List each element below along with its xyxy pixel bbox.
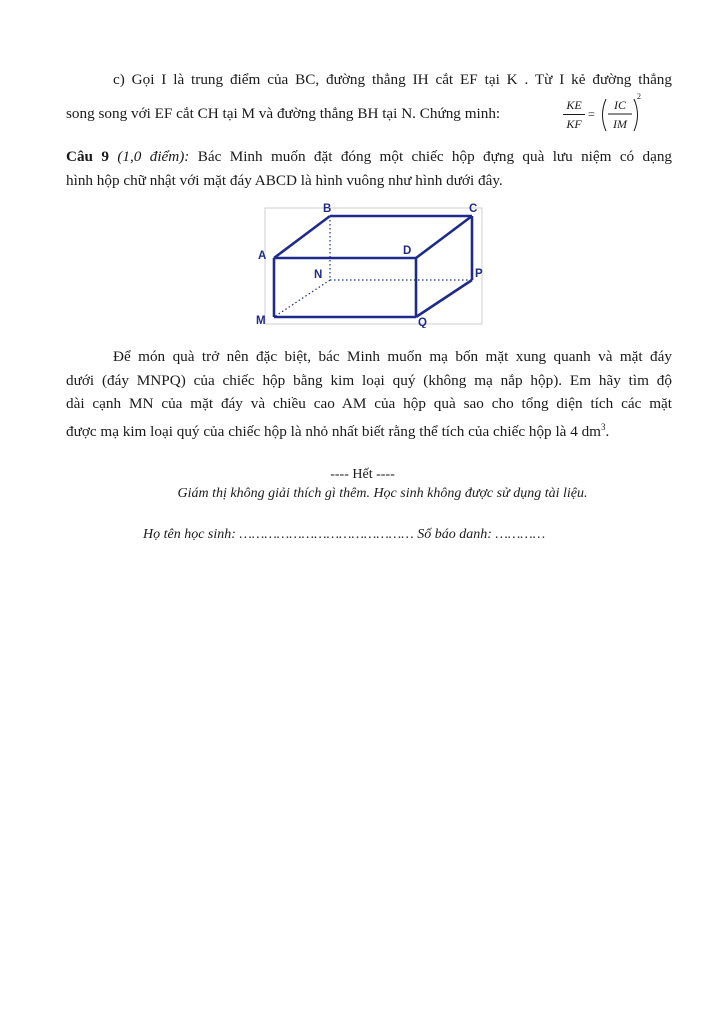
proctor-note: Giám thị không giải thích gì thêm. Học sinh không được sử dụng tài liệu.	[177, 486, 588, 501]
visible-edges	[274, 216, 472, 317]
question9-text-1: Bác Minh muốn đặt đóng một chiếc hộp đựng quà lưu niệm có dạng	[197, 148, 673, 165]
formula-exponent: 2	[637, 92, 641, 101]
paragraph-line-4-end: .	[605, 423, 610, 441]
end-mark: ---- Hết ----	[330, 467, 395, 482]
paragraph-line-1: Để món quà trở nên đặc biệt, bác Minh muốn mạ bốn mặt xung quanh và mặt đáy	[113, 348, 672, 365]
paragraph-line-3: dài cạnh MN của mặt đáy và chiều cao AM của hộp quà sao cho tổng diện tích các mặt	[66, 395, 672, 412]
vertex-label-b: B	[323, 203, 332, 215]
figure-frame	[265, 208, 482, 324]
vertex-label-n: N	[314, 269, 323, 281]
formula-equals: =	[588, 107, 595, 121]
hidden-edges	[274, 216, 472, 317]
paragraph-line-4-text: được mạ kim loại quý của chiếc hộp là nhỏ nhất biết rằng thể tích của chiếc hộp là 4 dm	[66, 423, 601, 441]
formula-right-numerator: IC	[614, 98, 626, 112]
question9-line-2: hình hộp chữ nhật với mặt đáy ABCD là hình vuông như hình dưới đây.	[66, 172, 503, 189]
part-c-line-2: song song với EF cắt CH tại M và đường thẳng BH tại N. Chứng minh:	[66, 105, 501, 122]
formula-right-denominator: IM	[613, 117, 627, 131]
question9-points: (1,0 điểm):	[117, 148, 190, 165]
vertex-label-a: A	[258, 250, 267, 262]
paragraph-line-4	[66, 417, 672, 442]
vertex-label-p: P	[475, 268, 483, 280]
formula-left-numerator: KE	[566, 98, 582, 112]
vertex-label-m: M	[256, 315, 266, 327]
formula-left-bar	[563, 114, 585, 115]
question9-label: Câu 9	[66, 148, 109, 165]
part-c-line-1: c) Gọi I là trung điểm của BC, đường thẳng IH cắt EF tại K . Từ I kẻ đường thẳng	[113, 71, 672, 88]
vertex-label-q: Q	[418, 317, 427, 328]
paragraph-line-4-sup: 3	[601, 422, 606, 432]
box-figure	[250, 200, 486, 328]
vertex-label-d: D	[403, 245, 412, 257]
paragraph-line-2: dưới (đáy MNPQ) của chiếc hộp bằng kim loại quý (không mạ nắp hộp). Em hãy tìm độ	[66, 372, 672, 389]
vertex-label-c: C	[469, 203, 478, 215]
formula-left-denominator: KF	[566, 117, 582, 131]
question9-line-1	[66, 147, 672, 167]
student-info-line: Họ tên học sinh: …………………………………… Số báo danh: …………	[143, 527, 546, 542]
